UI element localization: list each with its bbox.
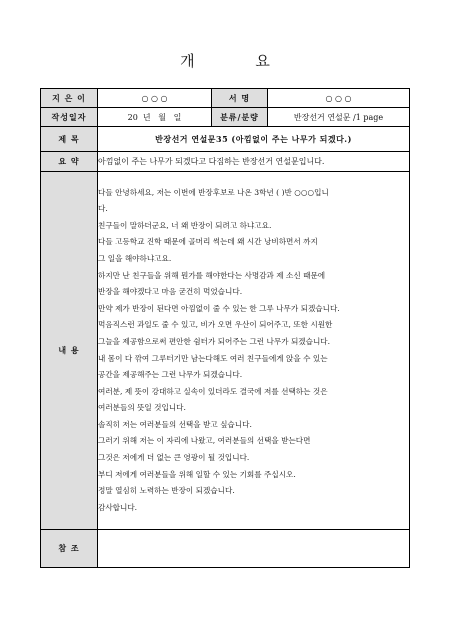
overview-table bbox=[40, 88, 410, 568]
speech-text bbox=[98, 185, 409, 517]
subject-row bbox=[41, 127, 410, 152]
speech-line: 그것은 저에게 더 없는 큰 영광이 될 것입니다. bbox=[98, 453, 250, 463]
content-label: 내 용 bbox=[41, 172, 98, 530]
date-label: 작성일자 bbox=[41, 108, 98, 127]
category-label: 분류/분량 bbox=[212, 108, 268, 127]
author-value: ○ ○ ○ bbox=[98, 89, 212, 108]
speech-line: 만약 제가 반장이 된다면 아낌없이 줄 수 있는 한 그루 나무가 되겠습니다. bbox=[98, 303, 340, 313]
speech-line: 내 몸이 다 깎여 그루터기만 남는다해도 여러 친구들에게 앉을 수 있는 bbox=[98, 353, 328, 363]
reference-value bbox=[98, 530, 410, 568]
speech-line: 여러분, 제 뜻이 강대하고 실속이 있더라도 결국에 저를 선택하는 것은 bbox=[98, 386, 328, 396]
speech-line: 친구들이 말하더군요, 너 왜 반장이 되려고 하냐고요. bbox=[98, 220, 272, 230]
speech-line: 솔직히 저는 여러분들의 선택을 받고 싶습니다. bbox=[98, 419, 252, 429]
reference-row bbox=[41, 530, 410, 568]
summary-text: 아낌없이 주는 나무가 되겠다고 다짐하는 반장선거 연설문입니다. bbox=[98, 152, 410, 172]
speech-line: 그늘을 제공함으로써 편안한 쉼터가 되어주는 그런 나무가 되겠습니다. bbox=[98, 336, 331, 346]
summary-row bbox=[41, 152, 410, 172]
signature-label: 서 명 bbox=[212, 89, 268, 108]
speech-line: 정말 열심히 노력하는 반장이 되겠습니다. bbox=[98, 486, 235, 496]
speech-line: 여러분들의 뜻일 것입니다. bbox=[98, 403, 186, 413]
speech-line: 먹음직스런 과일도 줄 수 있고, 비가 오면 우산이 되어주고, 또한 시원한 bbox=[98, 320, 333, 330]
author-row bbox=[41, 89, 410, 108]
signature-value: ○ ○ ○ bbox=[268, 89, 410, 108]
content-body bbox=[98, 172, 410, 530]
document-title: 반장선거 연설문35 (아낌없이 주는 나무가 되겠다.) bbox=[98, 127, 410, 152]
speech-line: 다들 안녕하세요, 저는 이번에 반장후보로 나온 3학년 ( )반 ○○○입니 bbox=[98, 187, 329, 197]
speech-line: 그 일을 해야하냐고요. bbox=[98, 253, 172, 263]
summary-label: 요 약 bbox=[41, 152, 98, 172]
speech-line: 반장을 해야겠다고 마음 굳건히 먹었습니다. bbox=[98, 287, 243, 297]
author-label: 지 은 이 bbox=[41, 89, 98, 108]
speech-line: 다들 고등학교 진학 때문에 골머리 썩는데 왜 시간 낭비하면서 까지 bbox=[98, 237, 318, 247]
reference-label: 참 조 bbox=[41, 530, 98, 568]
speech-line: 다. bbox=[98, 204, 108, 214]
speech-line: 하지만 난 친구들을 위해 뭔가를 해야한다는 사명감과 제 소신 때문에 bbox=[98, 270, 326, 280]
date-value: 20 년 월 일 bbox=[98, 108, 212, 127]
date-row bbox=[41, 108, 410, 127]
content-row bbox=[41, 172, 410, 530]
speech-line: 공간을 제공해주는 그런 나무가 되겠습니다. bbox=[98, 370, 243, 380]
speech-line: 부디 저에게 여러분들을 위해 일할 수 있는 기회를 주십시오. bbox=[98, 469, 296, 479]
speech-line: 그러기 위해 저는 이 자리에 나왔고, 여러분들의 선택을 받는다면 bbox=[98, 436, 311, 446]
page-title: 개 요 bbox=[180, 52, 298, 70]
speech-line: 감사합니다. bbox=[98, 502, 138, 512]
subject-label: 제 목 bbox=[41, 127, 98, 152]
category-value: 반장선거 연설문 /1 page bbox=[268, 108, 410, 127]
